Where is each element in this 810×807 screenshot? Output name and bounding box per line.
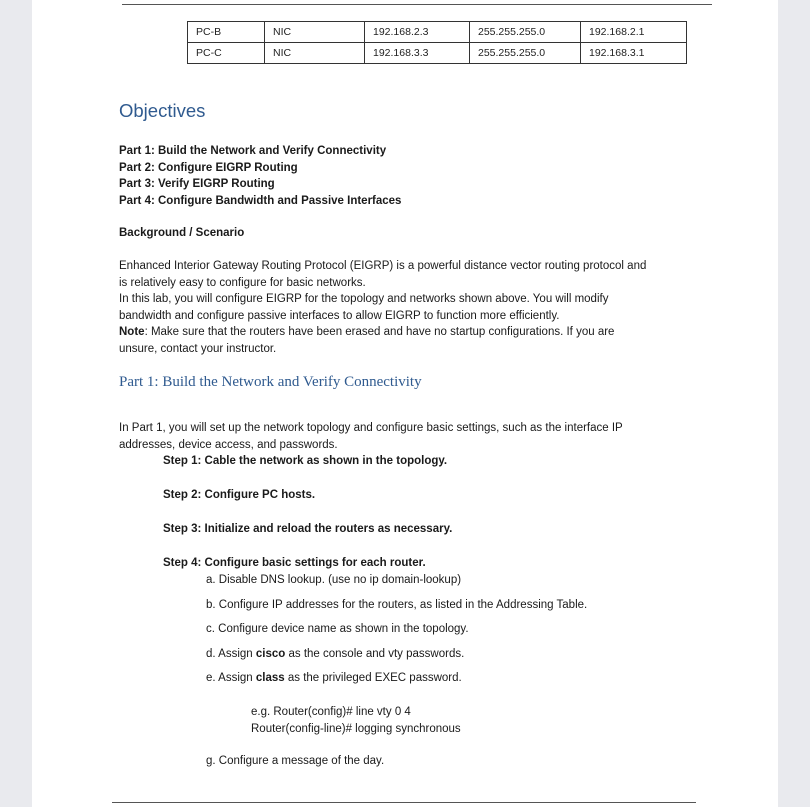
table-row [188, 43, 687, 64]
table-cell: 192.168.2.1 [581, 22, 687, 43]
substep-e-password: class [255, 672, 285, 684]
table-cell: 192.168.2.3 [365, 22, 470, 43]
part1-intro: In Part 1, you will set up the network topology and configure basic settings, such as the interface IP [119, 422, 623, 434]
objective-part-1: Part 1: Build the Network and Verify Connectivity [119, 145, 387, 157]
footer-rule [112, 802, 696, 803]
table-cell: PC-B [188, 22, 265, 43]
background-line: is relatively easy to configure for basic networks. [119, 276, 366, 289]
table-row [188, 22, 687, 43]
background-line: Enhanced Interior Gateway Routing Protocol (EIGRP) is a powerful distance vector routing protocol and [119, 260, 647, 272]
table-cell: 192.168.3.1 [581, 43, 687, 64]
header-rule [122, 4, 712, 5]
note-label: Note [119, 326, 145, 338]
part1-intro: addresses, device access, and passwords. [119, 438, 338, 451]
substep-e-suffix: as the privileged EXEC password. [284, 672, 462, 684]
objective-part-3: Part 3: Verify EIGRP Routing [119, 178, 275, 190]
step-3: Step 3: Initialize and reload the routers as necessary. [163, 523, 453, 535]
part1-heading: Part 1: Build the Network and Verify Connectivity [119, 374, 422, 390]
substep-d-prefix: d. Assign [206, 648, 256, 660]
substep-a: a. Disable DNS lookup. (use no ip domain-lookup) [206, 574, 462, 586]
config-example: Router(config-line)# logging synchronous [251, 722, 461, 735]
substep-d-password: cisco [255, 648, 286, 660]
table-cell: 255.255.255.0 [470, 22, 581, 43]
addressing-table [187, 21, 687, 64]
table-cell: 192.168.3.3 [365, 43, 470, 64]
step-4: Step 4: Configure basic settings for each router. [163, 557, 426, 569]
substep-d-suffix: as the console and vty passwords. [285, 648, 465, 660]
table-cell: PC-C [188, 43, 265, 64]
table-cell: 255.255.255.0 [470, 43, 581, 64]
objective-part-4: Part 4: Configure Bandwidth and Passive Interfaces [119, 194, 402, 207]
background-line: bandwidth and configure passive interfaces to allow EIGRP to function more efficiently. [119, 309, 560, 322]
table-cell: NIC [265, 43, 365, 64]
step-2: Step 2: Configure PC hosts. [163, 489, 316, 501]
background-line: In this lab, you will configure EIGRP for the topology and networks shown above. You will modify [119, 293, 609, 305]
objective-part-2: Part 2: Configure EIGRP Routing [119, 161, 298, 174]
objectives-heading: Objectives [119, 100, 206, 121]
substep-d [206, 646, 464, 663]
substep-c: c. Configure device name as shown in the topology. [206, 623, 469, 635]
table-cell: NIC [265, 22, 365, 43]
substep-g: g. Configure a message of the day. [206, 755, 385, 767]
step-1: Step 1: Cable the network as shown in the topology. [163, 455, 448, 467]
substep-b: b. Configure IP addresses for the routers, as listed in the Addressing Table. [206, 599, 588, 611]
note-line [119, 324, 614, 341]
substep-e-prefix: e. Assign [206, 672, 256, 684]
document-page [32, 0, 778, 807]
substep-e [206, 670, 462, 687]
config-example: e.g. Router(config)# line vty 0 4 [251, 706, 411, 718]
note-line: unsure, contact your instructor. [119, 342, 277, 355]
note-text: : Make sure that the routers have been erased and have no startup configurations. If you are [144, 326, 615, 338]
background-heading: Background / Scenario [119, 227, 245, 239]
